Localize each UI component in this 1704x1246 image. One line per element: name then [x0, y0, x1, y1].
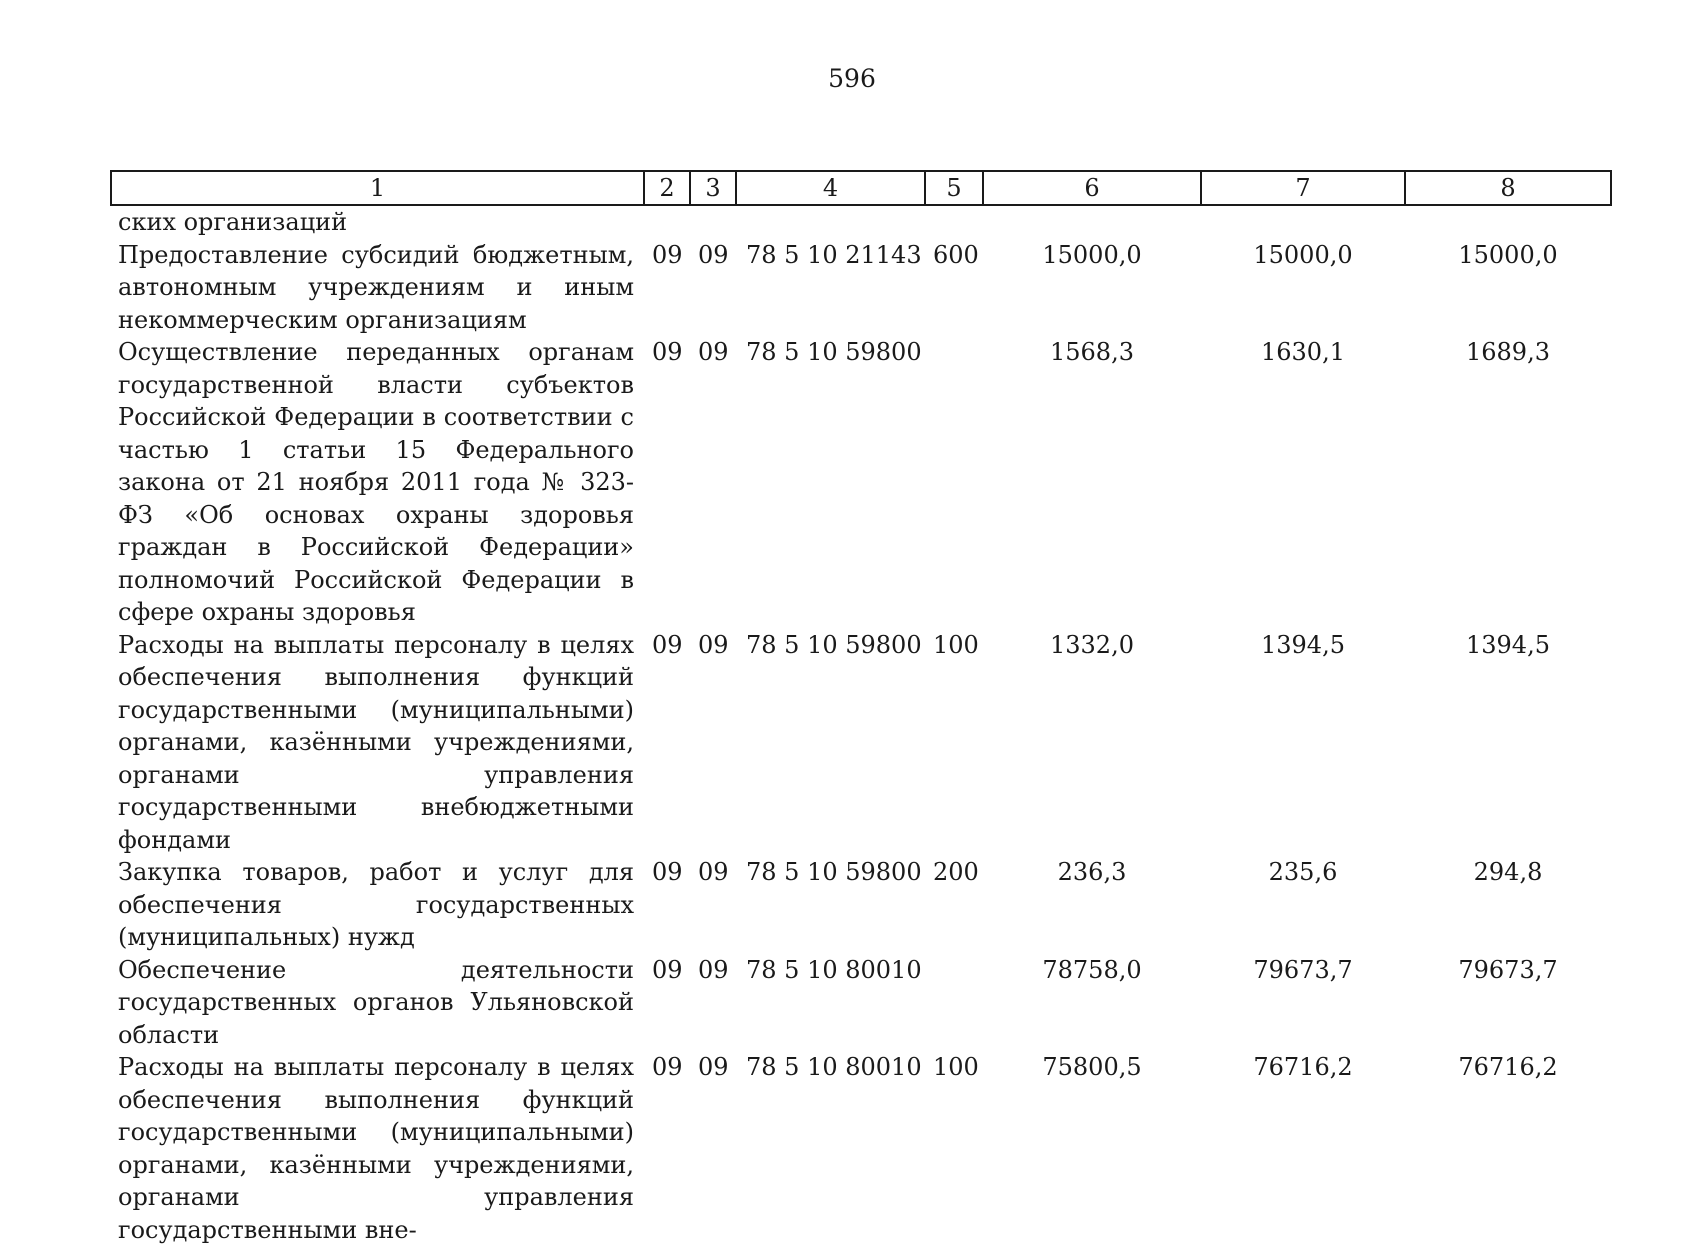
row-target-article	[736, 205, 925, 239]
page-number: 596	[828, 64, 876, 93]
header-col-4: 4	[736, 171, 925, 205]
table-row	[111, 954, 1611, 1052]
row-name: Расходы на выплаты персоналу в целях обеспечения выполнения функций государственными (муниципальными) органами, казёнными учреждениями, органами управления государственными внебюджетными фондами	[118, 630, 634, 854]
row-section: 09	[652, 955, 683, 984]
row-section: 09	[652, 338, 683, 366]
table-row	[111, 239, 1611, 337]
row-expense-type: 100	[933, 630, 979, 659]
row-value-col7: 15000,0	[1253, 240, 1353, 269]
row-value-col8	[1405, 205, 1611, 239]
row-value-col6: 236,3	[1057, 858, 1127, 886]
row-value-col6: 75800,5	[1042, 1053, 1142, 1081]
header-col-6: 6	[983, 171, 1201, 205]
header-col-1: 1	[111, 171, 644, 205]
row-expense-type	[925, 205, 983, 239]
table-row	[111, 336, 1611, 629]
row-expense-type	[925, 336, 983, 629]
row-value-col8: 294,8	[1473, 858, 1543, 886]
row-value-col7: 1630,1	[1261, 338, 1345, 366]
header-col-8: 8	[1405, 171, 1611, 205]
header-col-2: 2	[644, 171, 690, 205]
row-value-col8: 79673,7	[1458, 955, 1558, 984]
budget-table	[110, 170, 1612, 1246]
row-section: 09	[652, 630, 683, 659]
header-col-3: 3	[690, 171, 736, 205]
row-name: Обеспечение деятельности государственных органов Ульяновской области	[118, 955, 634, 1049]
row-value-col6: 1332,0	[1050, 630, 1134, 659]
row-value-col8: 15000,0	[1458, 240, 1558, 269]
row-subsection: 09	[698, 240, 729, 269]
row-subsection: 09	[698, 338, 729, 366]
table-row	[111, 629, 1611, 857]
row-target-article: 78 5 10 80010	[746, 1053, 922, 1081]
row-section: 09	[652, 1053, 683, 1081]
row-value-col7: 76716,2	[1253, 1053, 1353, 1081]
row-target-article: 78 5 10 59800	[746, 858, 922, 886]
row-value-col7: 235,6	[1268, 858, 1338, 886]
row-section: 09	[652, 858, 683, 886]
row-value-col7	[1201, 205, 1405, 239]
row-value-col7: 1394,5	[1261, 630, 1345, 659]
row-section	[644, 205, 690, 239]
row-target-article: 78 5 10 21143	[746, 240, 922, 269]
row-value-col6	[983, 205, 1201, 239]
row-value-col8: 1689,3	[1466, 338, 1550, 366]
row-subsection: 09	[698, 858, 729, 886]
header-col-7: 7	[1201, 171, 1405, 205]
row-name: Предоставление субсидий бюджетным, автономным учреждениям и иным некоммерческим организациям	[118, 240, 634, 334]
row-expense-type: 200	[933, 858, 979, 886]
row-target-article: 78 5 10 59800	[746, 338, 922, 366]
row-subsection	[690, 205, 736, 239]
row-expense-type: 100	[933, 1053, 979, 1081]
row-subsection: 09	[698, 955, 729, 984]
table-body	[111, 205, 1611, 1246]
table-header	[111, 171, 1611, 205]
row-subsection: 09	[698, 630, 729, 659]
row-value-col8: 76716,2	[1458, 1053, 1558, 1081]
row-target-article: 78 5 10 59800	[746, 630, 922, 659]
row-expense-type: 600	[933, 240, 979, 269]
table-row	[111, 1051, 1611, 1246]
row-value-col6: 1568,3	[1050, 338, 1134, 366]
row-target-article: 78 5 10 80010	[746, 955, 922, 984]
table-row	[111, 205, 1611, 239]
row-value-col7: 79673,7	[1253, 955, 1353, 984]
row-name: Осуществление переданных органам государственной власти субъектов Российской Федерации в соответствии с частью 1 статьи 15 Федерального закона от 21 ноября 2011 года № 323-ФЗ «Об основах охраны здоровья граждан в Российской Федерации» полномочий Российской Федерации в сфере охраны здоровья	[118, 338, 634, 626]
row-name: ских организаций	[118, 208, 348, 236]
row-subsection: 09	[698, 1053, 729, 1081]
row-value-col6: 78758,0	[1042, 955, 1142, 984]
header-row	[111, 171, 1611, 205]
row-section: 09	[652, 240, 683, 269]
header-col-5: 5	[925, 171, 983, 205]
table-row	[111, 856, 1611, 954]
row-expense-type	[925, 954, 983, 1052]
row-value-col8: 1394,5	[1466, 630, 1550, 659]
row-name: Расходы на выплаты персоналу в целях обеспечения выполнения функций государственными (муниципальными) органами, казёнными учреждениями, органами управления государственными вне-	[118, 1053, 634, 1244]
row-name: Закупка товаров, работ и услуг для обеспечения государственных (муниципальных) нужд	[118, 858, 634, 951]
row-value-col6: 15000,0	[1042, 240, 1142, 269]
